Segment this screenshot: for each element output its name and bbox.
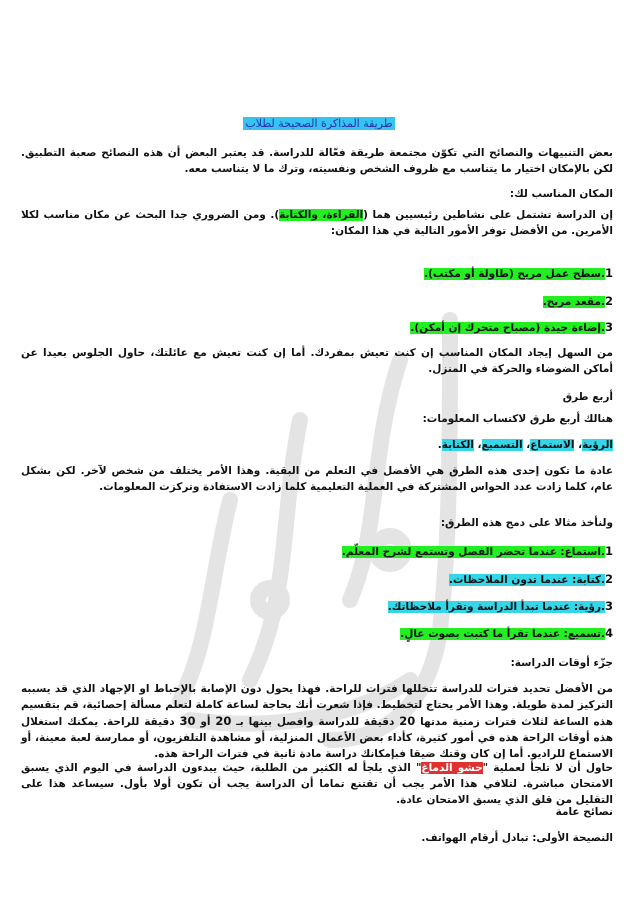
- page-title: [0, 117, 638, 130]
- place-text-after: ). ومن الضروري جدا البحث عن مكان مناسب لكلا الأمرين. من الأفضل توفر الأمور التالية في هذا المكان:: [21, 209, 613, 237]
- ways-intro: هنالك أربع طرق لاكتساب المعلومات:: [422, 413, 613, 425]
- cramming-text-before: حاول أن لا تلجأ لعملية ": [482, 762, 613, 774]
- ways-list: الرؤية، الاستماع، التسميع، الكتابة.: [437, 439, 613, 451]
- time-number-1: 20: [399, 714, 416, 728]
- title-text: طريقة المذاكرة الصحيحة لطلاب: [245, 117, 393, 130]
- way-seeing: الرؤية: [582, 439, 613, 451]
- item-text: .استماع: عندما تحضر الفصل وتستمع لشرح المعلّم.: [341, 546, 605, 558]
- example-item-3: [388, 598, 613, 615]
- cramming-text-after: " الذي يلجأ له الكثير من الطلبة، حيث يبدءون الدراسة في اليوم الذي يسبق الامتحان مباشرة. لتلافي هذا الأمر يجب أن تقتنع تماما أن الدراسة يجب أن تكون أولا بأول. سيساعد هذا على التقليل من قلق الذي يسبق الامتحان عادة.: [21, 762, 613, 806]
- cramming-highlight: حشو الدماغ: [421, 762, 483, 774]
- time-text-4: دقيقة للراحة. يمكنك استغلال هذه أوقات الراحة هذه في أمور كثيرة، كأداء بعض الأعمال المنزلية، أو مشاهدة التلفزيون، أو ممارسة لعبة معينة، أو الاستماع للراديو. أما إن كان وقتك ضيقا فبإمكانك دراسة مادة ثانية في فترات الراحة هذه.: [21, 716, 613, 760]
- item-number: 4: [604, 626, 613, 640]
- example-item-1: [342, 543, 613, 560]
- place-paragraph: [21, 207, 613, 239]
- item-number: 3: [604, 599, 613, 613]
- time-text-2: دقيقة للدراسة وافصل بينها بـ: [231, 716, 400, 728]
- item-text: .مقعد مريح.: [542, 296, 605, 308]
- place-text-highlight: القراءة، والكتابة: [279, 209, 364, 221]
- item-text: .تسميع: عندما تقرأ ما كتبت بصوت عالٍ.: [400, 628, 605, 640]
- place-item-2: [543, 293, 613, 310]
- way-reciting: التسميع: [481, 439, 523, 451]
- tip-first: النصيحة الأولى: تبادل أرقام الهواتف.: [421, 832, 613, 844]
- time-number-2: 20: [215, 714, 232, 728]
- ways-heading: أربع طرق: [562, 391, 613, 403]
- example-heading: ولنأخذ مثالا على دمج هذه الطرق:: [440, 517, 613, 529]
- place-heading: المكان المناسب لك:: [509, 188, 613, 200]
- item-text: .إضاءة جيدة (مصباح متحرك إن أمكن).: [410, 322, 605, 334]
- example-item-2: [449, 571, 613, 588]
- item-number: 2: [604, 294, 613, 308]
- item-number: 1: [604, 544, 613, 558]
- place-item-1: [424, 265, 613, 282]
- item-number: 2: [604, 572, 613, 586]
- item-number: 1: [604, 266, 613, 280]
- time-paragraph: [21, 681, 613, 762]
- item-number: 3: [604, 320, 613, 334]
- cramming-paragraph: [21, 760, 613, 808]
- item-text: .كتابة: عندما تدون الملاحظات.: [448, 574, 605, 586]
- time-number-3: 30: [179, 714, 196, 728]
- time-text-3: أو: [195, 716, 216, 728]
- place-note-paragraph: من السهل إيجاد المكان المناسب إن كنت تعيش بمفردك. أما إن كنت تعيش مع عائلتك، حاول الجلوس بعيدا عن أماكن الضوضاء والحركة في المنزل.: [21, 347, 613, 375]
- item-text: .رؤية: عندما تبدأ الدراسة وتقرأ ملاحظاتك.: [387, 601, 605, 613]
- ways-paragraph: عادة ما تكون إحدى هذه الطرق هي الأفضل في التعلم من البقية. وهذا الأمر يختلف من شخص لآخر. لكن بشكل عام، كلما زادت عدد الحواس المشتركة في العملية التعليمية كلما زادت الاستفادة وتركزت المعلومات.: [21, 465, 613, 493]
- place-item-3: [410, 319, 613, 336]
- place-text-before: إن الدراسة تشتمل على نشاطين رئيسيين هما (: [363, 209, 613, 221]
- intro-paragraph: بعض التنبيهات والنصائح التي تكوّن مجتمعة طريقة فعّالة للدراسة. قد يعتبر البعض أن هذه النصائح صعبة التطبيق. لكن بالإمكان اختيار ما يتناسب مع ظروف الشخص ونفسيته، وترك ما لا يتناسب معه.: [21, 147, 613, 175]
- time-text-1: من الأفضل تحديد فترات للدراسة تتخللها فترات للراحة. فهذا يحول دون الإصابة بالإحباط او الإجهاد الذي قد يسببه التركيز لمدة طويلة. وهذا الأمر يحتاج لتخطيط. فإذا شعرت أنك بحاجة لساعة كاملة لتعلم مسألة إحصائية، قم بتقسيم هذه الساعة لثلاث فترات زمنية مدتها: [21, 683, 614, 728]
- item-text: .سطح عمل مريح (طاولة أو مكتب).: [424, 268, 605, 280]
- time-heading: جزّء أوقات الدراسة:: [510, 657, 613, 669]
- way-listening: الاستماع: [530, 439, 575, 451]
- example-item-4: [400, 625, 613, 642]
- tips-heading: نصائح عامة: [555, 806, 613, 818]
- way-writing: الكتابة: [441, 439, 474, 451]
